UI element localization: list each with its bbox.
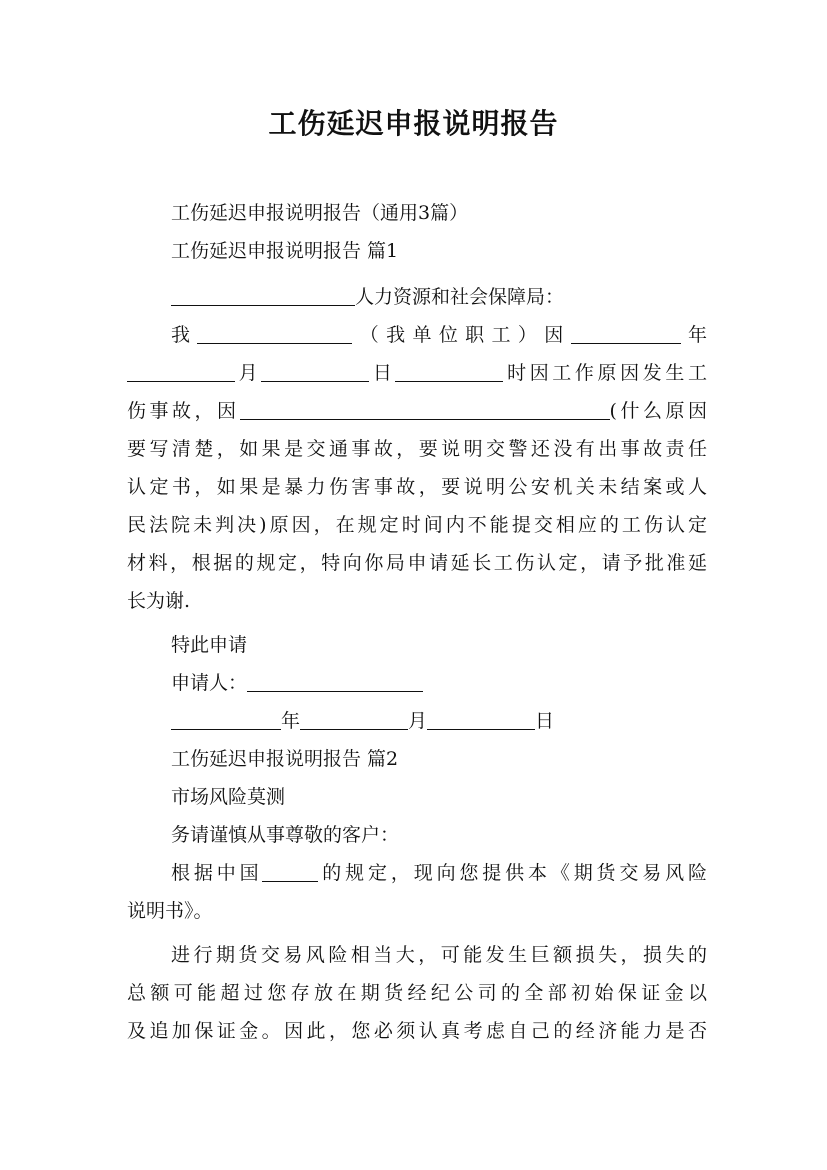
blank-line	[171, 709, 281, 730]
part1-heading: 工伤延迟申报说明报告 篇1	[171, 240, 399, 262]
blank-line	[262, 861, 318, 882]
paragraph-line: 说明书》。	[127, 900, 213, 922]
blank-line	[261, 361, 369, 382]
blank-line	[427, 709, 535, 730]
body-line: 材料，根据的规定，特向你局申请延长工伤认定，请予批准延	[127, 552, 707, 574]
paragraph-line: 进行期货交易风险相当大，可能发生巨额损失，损失的	[171, 944, 707, 966]
body-line	[127, 354, 707, 392]
part2-subtitle: 市场风险莫测	[171, 786, 286, 808]
applicant-label: 申请人：	[171, 672, 248, 694]
blank-line	[171, 285, 355, 306]
blank-line	[197, 323, 352, 344]
blank-line	[240, 399, 610, 420]
body-line: 认定书，如果是暴力伤害事故，要说明公安机关未结案或人	[127, 476, 707, 498]
document-body	[127, 194, 707, 1050]
body-text: （我单位职工）因	[352, 324, 571, 346]
body-text: 日	[369, 362, 396, 384]
applicant-line	[127, 664, 707, 702]
body-line: 要写清楚，如果是交通事故，要说明交警还没有出事故责任	[127, 438, 707, 460]
greeting-line: 务请谨慎从事尊敬的客户：	[171, 824, 400, 846]
body-text: (什么原因	[609, 400, 707, 422]
date-month: 月	[408, 710, 428, 732]
paragraph-line: 总额可能超过您存放在期货经纪公司的全部初始保证金以	[127, 982, 707, 1004]
addressee-line	[127, 278, 707, 316]
body-text: 年	[680, 324, 707, 346]
signature-blank	[247, 671, 423, 692]
body-text: 根据中国	[171, 862, 263, 884]
body-text: 的规定，现向您提供本《期货交易风险	[318, 862, 707, 884]
date-day: 日	[535, 710, 555, 732]
body-line	[127, 392, 707, 430]
date-year: 年	[281, 710, 301, 732]
addressee-suffix: 人力资源和社会保障局：	[355, 286, 565, 308]
paragraph-line: 及追加保证金。因此，您必须认真考虑自己的经济能力是否	[127, 1020, 707, 1042]
blank-line	[300, 709, 408, 730]
blank-line	[127, 361, 235, 382]
blank-line	[395, 361, 503, 382]
body-line	[127, 316, 707, 354]
paragraph-line	[127, 854, 707, 892]
body-line: 长为谢.	[127, 590, 191, 612]
part2-heading: 工伤延迟申报说明报告 篇2	[171, 748, 399, 770]
body-text: 我	[171, 324, 198, 346]
body-text: 时因工作原因发生工	[503, 362, 707, 384]
date-line	[127, 702, 707, 740]
closing-line: 特此申请	[171, 634, 248, 656]
body-line: 民法院未判决)原因，在规定时间内不能提交相应的工伤认定	[127, 514, 707, 536]
document-title: 工伤延迟申报说明报告	[268, 107, 559, 140]
body-text: 伤事故，因	[127, 400, 240, 422]
body-text: 月	[235, 362, 262, 384]
blank-line	[571, 323, 681, 344]
header-line: 工伤延迟申报说明报告（通用3篇）	[171, 202, 469, 224]
